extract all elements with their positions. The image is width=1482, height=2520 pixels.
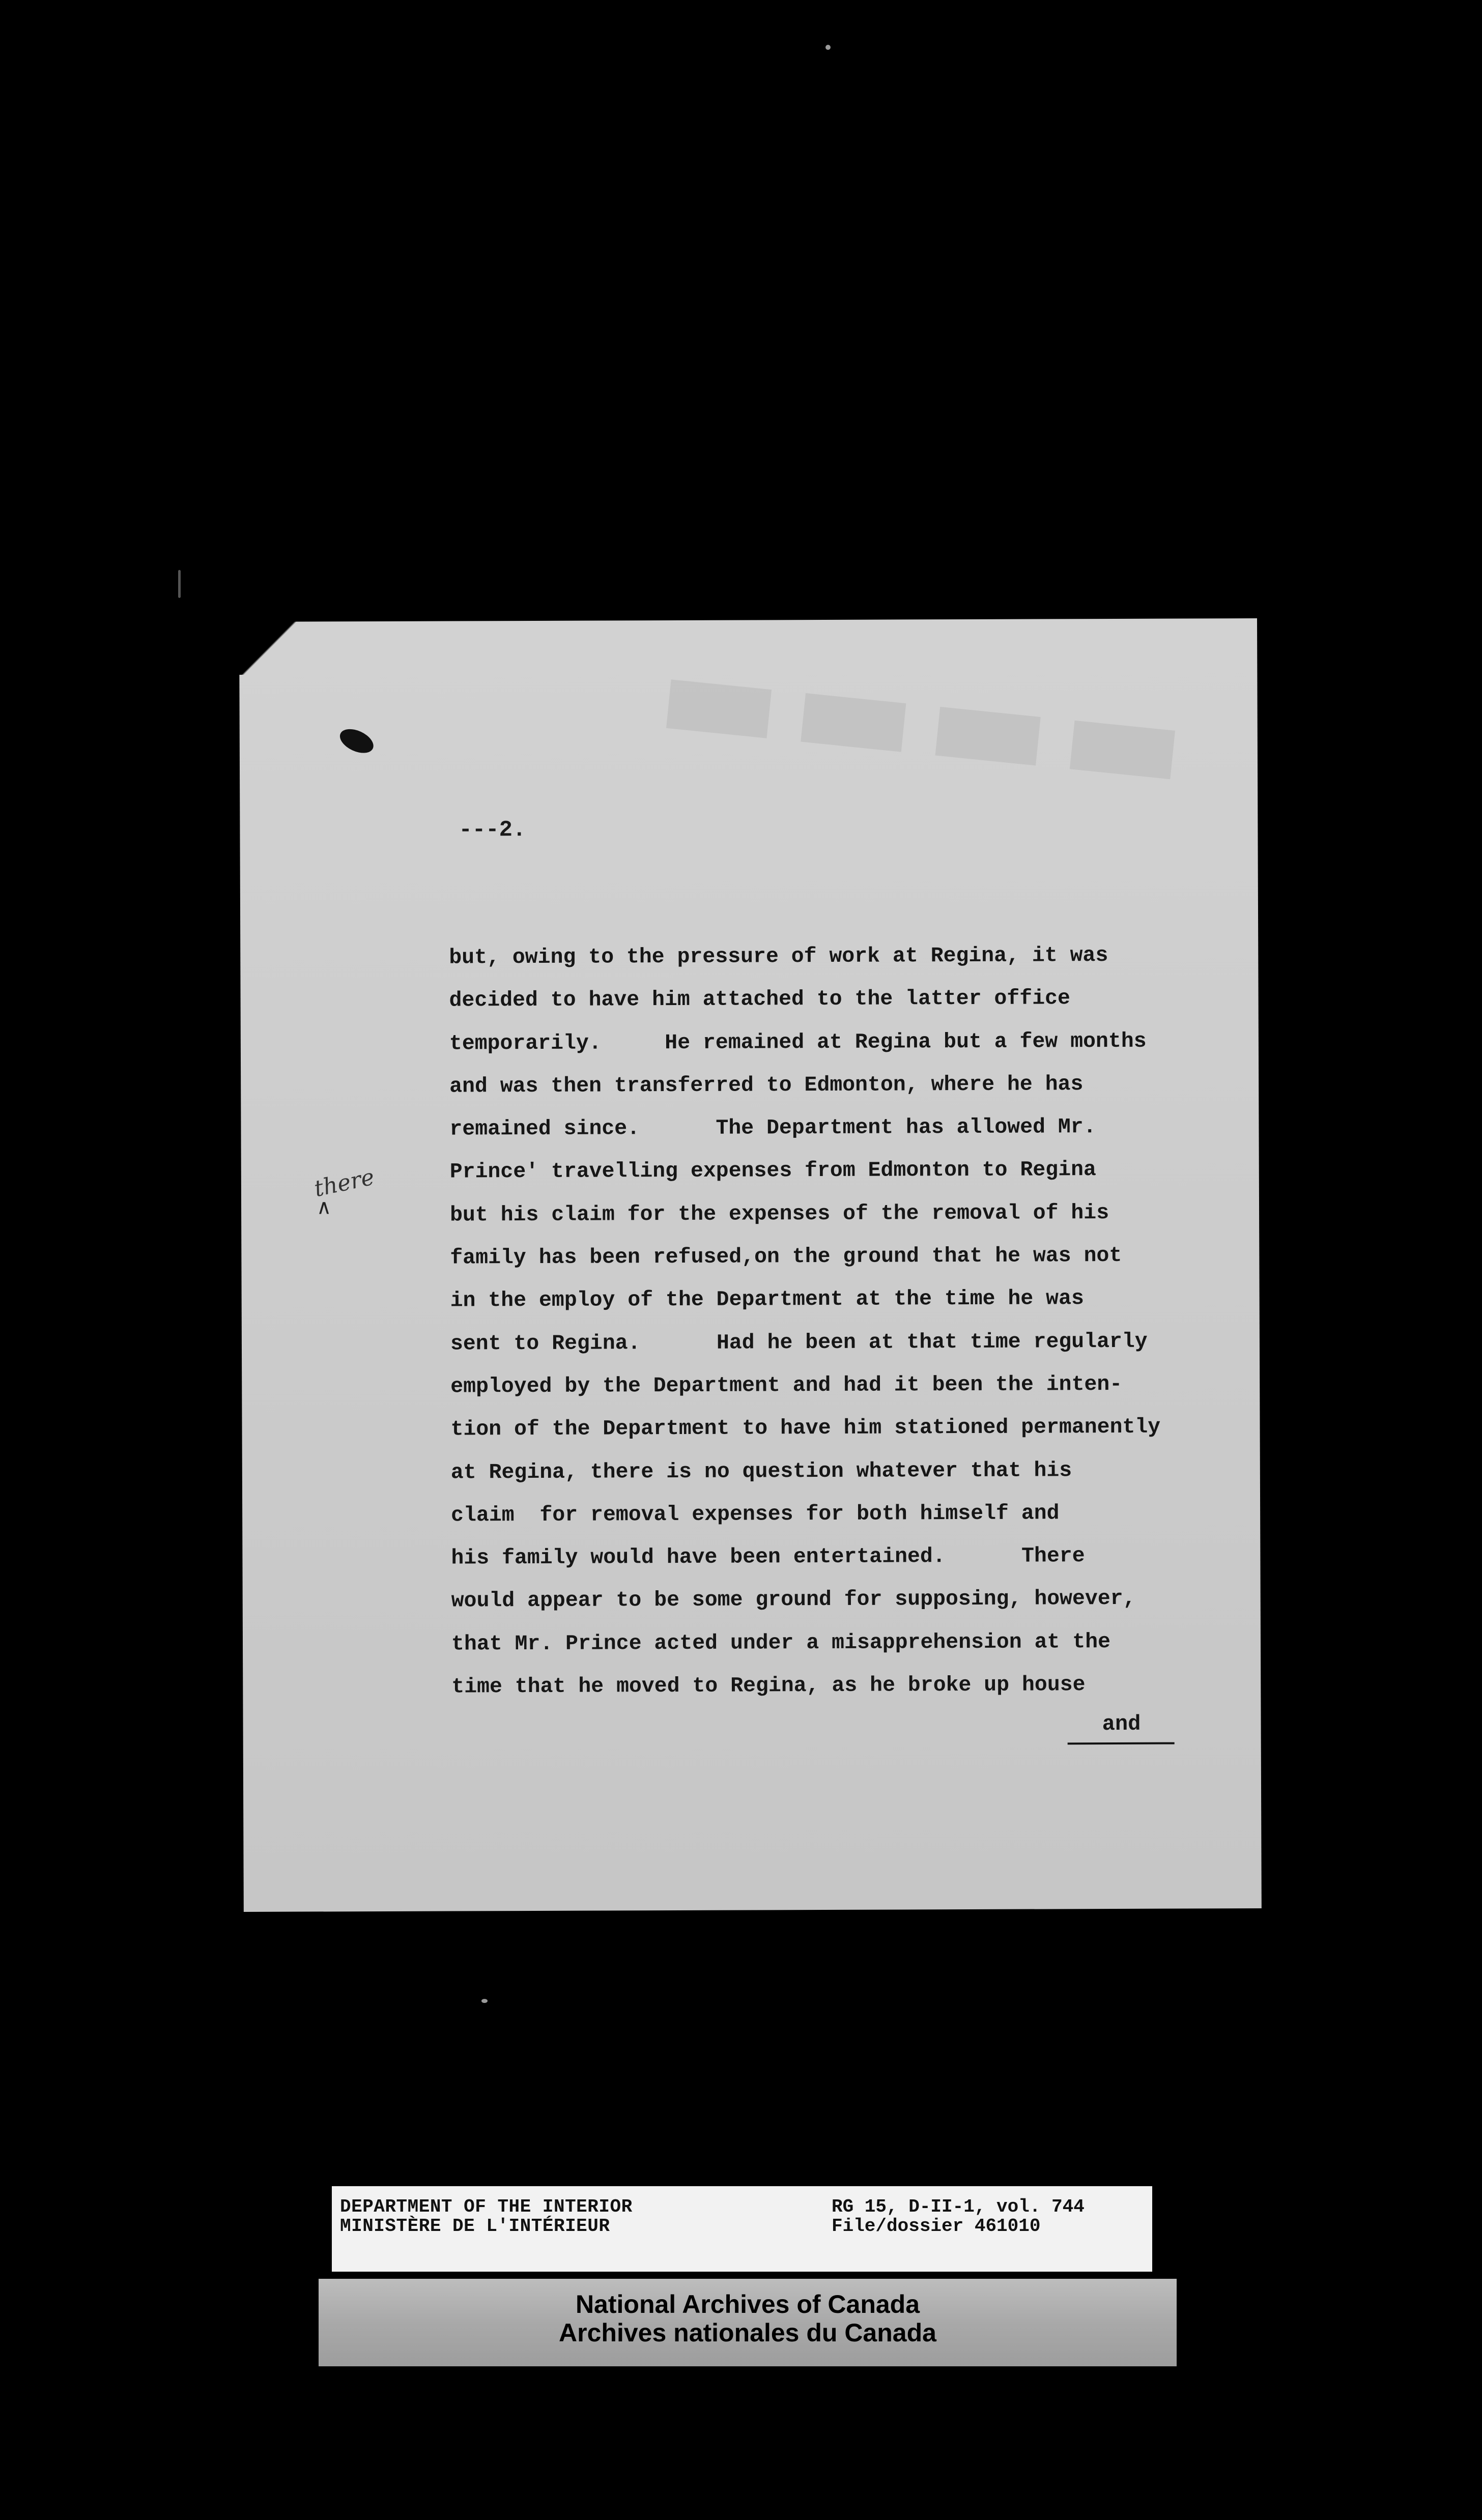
text-line: remained since. The Department has allowed Mr. [449, 1115, 1096, 1141]
document-page [239, 614, 1262, 1912]
text-line: sent to Regina. Had he been at that time regularly [450, 1329, 1148, 1356]
film-speck [481, 1999, 488, 2003]
text-line: at Regina, there is no question whatever that his [450, 1458, 1072, 1485]
archives-name-en: National Archives of Canada [575, 2290, 920, 2318]
bleed-through-text: ▬▬▬▬ [640, 614, 1194, 822]
archives-banner [319, 2279, 1177, 2366]
department-en: DEPARTMENT OF THE INTERIOR [340, 2196, 633, 2217]
handwritten-insertion: there [311, 1164, 377, 1202]
catchword: and [1102, 1711, 1141, 1737]
text-line: his family would have been entertained. There [451, 1544, 1085, 1570]
text-line: in the employ of the Department at the time he was [450, 1286, 1084, 1313]
text-line: tion of the Department to have him stationed permanently [450, 1415, 1161, 1442]
catchword-underline [1068, 1742, 1175, 1745]
department-fr: MINISTÈRE DE L'INTÉRIEUR [340, 2216, 610, 2237]
text-line: that Mr. Prince acted under a misapprehension at the [451, 1629, 1111, 1656]
text-line: Prince' travelling expenses from Edmonton to Regina [449, 1158, 1096, 1185]
archive-reference [832, 2197, 1085, 2236]
folded-corner [236, 619, 307, 675]
text-line: claim for removal expenses for both himself and [451, 1501, 1060, 1528]
record-group: RG 15, D-II-1, vol. 744 [832, 2196, 1085, 2217]
text-line: but his claim for the expenses of the removal of his [449, 1200, 1109, 1227]
film-speck [825, 45, 831, 50]
page-number: ---2. [459, 817, 526, 843]
text-line: temporarily. He remained at Regina but a few months [449, 1029, 1147, 1056]
archives-name-fr: Archives nationales du Canada [559, 2318, 936, 2347]
text-line: but, owing to the pressure of work at Regina, it was [449, 943, 1108, 970]
text-line: employed by the Department and had it been the inten- [450, 1372, 1123, 1399]
insertion-caret-icon: ∧ [316, 1195, 332, 1219]
text-line: would appear to be some ground for supposing, however, [451, 1587, 1136, 1614]
film-speck [178, 570, 181, 598]
department-name [340, 2197, 633, 2236]
text-line: decided to have him attached to the latter office [449, 986, 1070, 1013]
punch-hole [336, 724, 377, 758]
text-line: time that he moved to Regina, as he broke up house [451, 1673, 1086, 1699]
text-line: and was then transferred to Edmonton, where he has [449, 1072, 1084, 1099]
archive-reference-label [332, 2186, 1152, 2272]
text-line: family has been refused,on the ground that he was not [450, 1244, 1122, 1270]
letter-body [449, 934, 1200, 1708]
file-number: File/dossier 461010 [832, 2216, 1041, 2237]
